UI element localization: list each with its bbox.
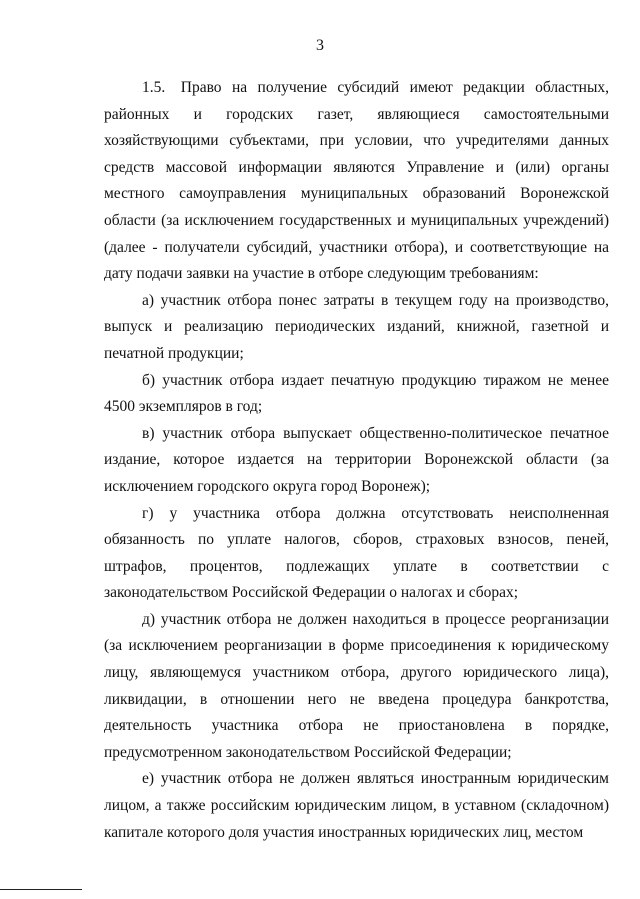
paragraph-item-a: а) участник отбора понес затраты в текущем году на производство, выпуск и реализацию периодических изданий, книжной, газетной и печатной продукции;	[104, 291, 609, 362]
footer-rule	[0, 889, 82, 890]
paragraph-1-5: 1.5. Право на получение субсидий имеют редакции областных, районных и городских газет, являющиеся самостоятельными хозяйствующими субъектами, при условии, что учредителями данных средств массовой информации являются Управление и (или) органы местного самоуправления муниципальных образований Воронежской области (за исключением государственных и муниципальных учреждений) (далее - получатели субсидий, участники отбора), и соответствующие на дату подачи заявки на участие в отборе следующим требованиям:	[104, 79, 609, 283]
paragraph-item-e: е) участник отбора не должен являться иностранным юридическим лицом, а также российским юридическим лицом, в уставном (складочном) капитале которого доля участия иностранных юридических лиц, местом	[104, 770, 609, 841]
page-number: 3	[316, 37, 324, 54]
paragraph-item-d: д) участник отбора не должен находиться в процессе реорганизации (за исключением реорганизации в форме присоединения к юридическому лицу, являющемуся участником отбора, другого юридического лица), ликвидации, в отношении него не введена процедура банкротства, деятельность участника отбора не приостановлена в порядке, предусмотренном законодательством Российской Федерации;	[104, 610, 609, 761]
paragraph-item-g: г) у участника отбора должна отсутствовать неисполненная обязанность по уплате налогов, сборов, страховых взносов, пеней, штрафов, процентов, подлежащих уплате в соответствии с законодательством Российской Федерации о налогах и сборах;	[104, 504, 609, 602]
document-body	[104, 75, 609, 846]
paragraph-item-v: в) участник отбора выпускает общественно-политическое печатное издание, которое издается на территории Воронежской области (за исключением городского округа город Воронеж);	[104, 424, 609, 495]
paragraph-item-b: б) участник отбора издает печатную продукцию тиражом не менее 4500 экземпляров в год;	[104, 371, 609, 416]
